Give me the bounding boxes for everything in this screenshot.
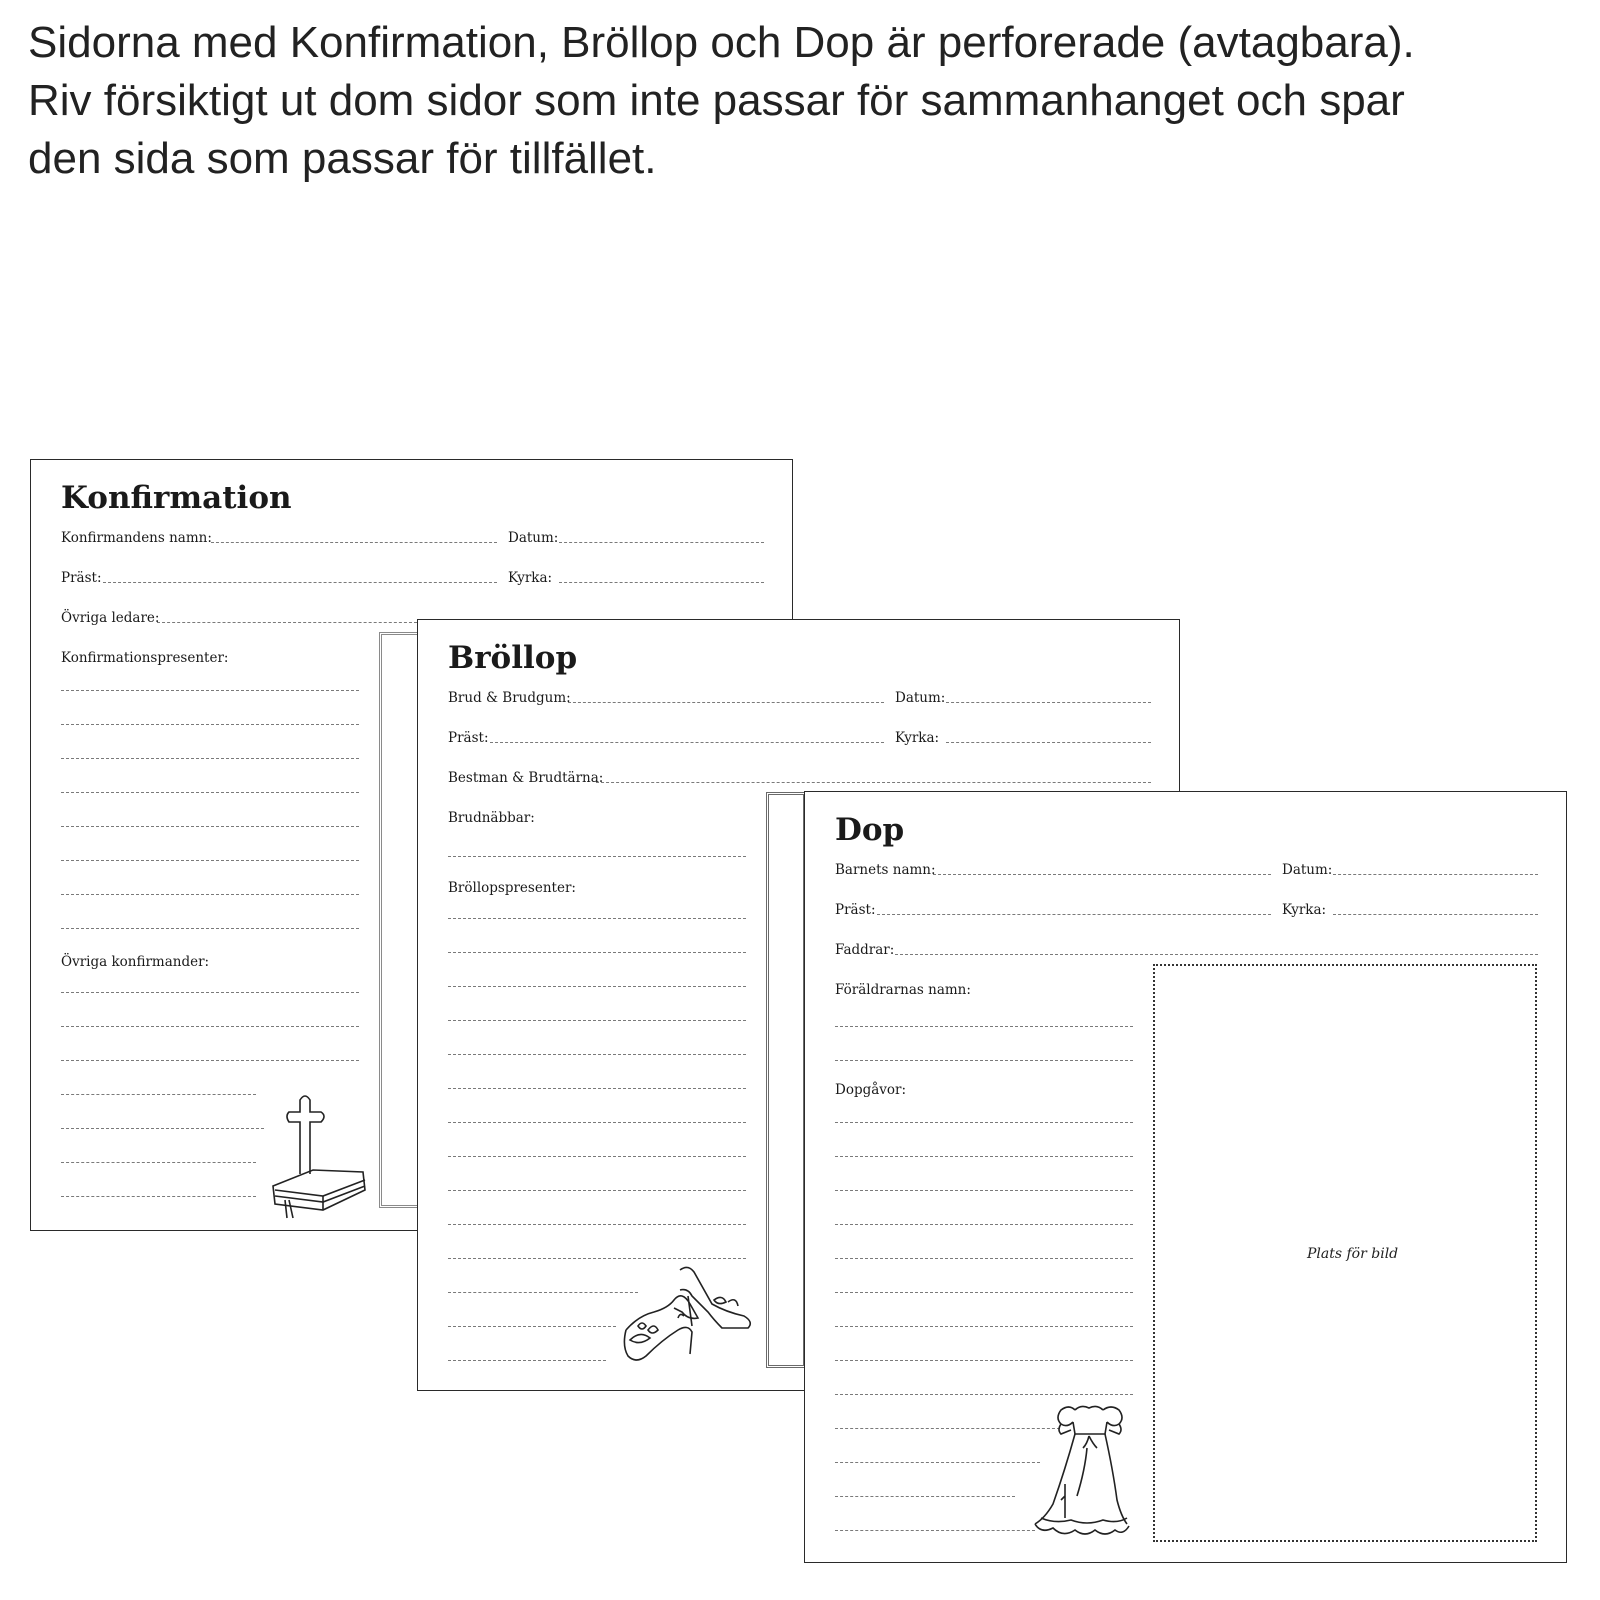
konfirmation-gift-line[interactable] (61, 928, 359, 929)
konfirmation-other-line[interactable] (61, 1128, 264, 1129)
brollop-gift-line[interactable] (448, 1156, 746, 1157)
intro-line-3: den sida som passar för tillfället. (28, 134, 657, 183)
konfirmand-name-line[interactable] (211, 542, 497, 543)
dop-parent-line[interactable] (835, 1026, 1133, 1027)
dop-church-line[interactable] (1333, 914, 1538, 915)
brollop-gift-line[interactable] (448, 986, 746, 987)
brollop-couple-line[interactable] (568, 702, 884, 703)
dop-parent-line[interactable] (835, 1060, 1133, 1061)
konfirmation-date-label: Datum: (508, 530, 559, 546)
konfirmation-gift-line[interactable] (61, 724, 359, 725)
dop-date-label: Datum: (1282, 862, 1333, 878)
brollop-date-line[interactable] (946, 702, 1151, 703)
brollop-date-label: Datum: (895, 690, 946, 706)
konfirmation-gift-line[interactable] (61, 826, 359, 827)
dop-gift-line[interactable] (835, 1530, 1035, 1531)
dop-gift-line[interactable] (835, 1394, 1133, 1395)
konfirmation-church-line[interactable] (559, 582, 764, 583)
dop-gift-line[interactable] (835, 1292, 1133, 1293)
konfirmation-title: Konfirmation (61, 480, 292, 516)
dop-gift-line[interactable] (835, 1462, 1040, 1463)
konfirmation-others-label: Övriga konfirmander: (61, 954, 210, 970)
konfirmation-other-line[interactable] (61, 1026, 359, 1027)
cross-and-bible-icon (263, 1086, 373, 1216)
brollop-priest-label: Präst: (448, 730, 489, 746)
konfirmation-church-label: Kyrka: (508, 570, 553, 586)
konfirmation-gift-line[interactable] (61, 758, 359, 759)
brollop-gift-line[interactable] (448, 1054, 746, 1055)
brollop-couple-label: Brud & Brudgum: (448, 690, 571, 706)
brollop-priest-line[interactable] (490, 742, 884, 743)
brollop-bestman-label: Bestman & Brudtärna: (448, 770, 604, 786)
dop-gift-line[interactable] (835, 1496, 1015, 1497)
dop-gift-line[interactable] (835, 1326, 1133, 1327)
brollop-photo-frame (766, 792, 806, 1368)
dop-date-line[interactable] (1333, 874, 1538, 875)
dop-photo-placeholder: Plats för bild (1307, 1246, 1399, 1262)
konfirmation-gift-line[interactable] (61, 894, 359, 895)
konfirmation-other-line[interactable] (61, 1060, 359, 1061)
konfirmation-other-line[interactable] (61, 1196, 256, 1197)
brollop-church-label: Kyrka: (895, 730, 940, 746)
dop-priest-label: Präst: (835, 902, 876, 918)
konfirmation-priest-line[interactable] (103, 582, 497, 583)
brollop-gift-line[interactable] (448, 1122, 746, 1123)
konfirmand-name-label: Konfirmandens namn: (61, 530, 212, 546)
intro-text (28, 14, 1508, 188)
dop-gift-line[interactable] (835, 1360, 1133, 1361)
konfirmation-gift-line[interactable] (61, 860, 359, 861)
brollop-gift-line[interactable] (448, 1360, 606, 1361)
dop-parents-label: Föräldrarnas namn: (835, 982, 971, 998)
dop-godparents-label: Faddrar: (835, 942, 895, 958)
brollop-gift-line[interactable] (448, 1088, 746, 1089)
konfirmation-other-line[interactable] (61, 992, 359, 993)
brollop-flowergirls-label: Brudnäbbar: (448, 810, 535, 826)
brollop-gift-line[interactable] (448, 1224, 746, 1225)
brollop-gift-line[interactable] (448, 1020, 746, 1021)
konfirmation-date-line[interactable] (559, 542, 764, 543)
dop-title: Dop (835, 812, 905, 848)
dop-gift-line[interactable] (835, 1258, 1133, 1259)
brollop-bestman-line[interactable] (596, 782, 1151, 783)
intro-line-2: Riv försiktigt ut dom sidor som inte passar för sammanhanget och spar (28, 76, 1405, 125)
dop-child-line[interactable] (933, 874, 1271, 875)
christening-gown-icon (1031, 1400, 1141, 1540)
dop-gift-line[interactable] (835, 1224, 1133, 1225)
intro-line-1: Sidorna med Konfirmation, Bröllop och Dop är perforerade (avtagbara). (28, 18, 1415, 67)
konfirmation-gifts-label: Konfirmationspresenter: (61, 650, 229, 666)
dop-gifts-label: Dopgåvor: (835, 1082, 907, 1098)
brollop-gifts-label: Bröllopspresenter: (448, 880, 576, 896)
konfirmation-other-line[interactable] (61, 1094, 256, 1095)
brollop-gift-line[interactable] (448, 952, 746, 953)
konfirmation-other-line[interactable] (61, 1162, 256, 1163)
dop-godparents-line[interactable] (895, 954, 1538, 955)
dop-gift-line[interactable] (835, 1428, 1060, 1429)
dop-gift-line[interactable] (835, 1190, 1133, 1191)
konfirmation-leaders-line[interactable] (157, 622, 417, 623)
brollop-gift-line[interactable] (448, 918, 746, 919)
brollop-gift-line[interactable] (448, 1258, 746, 1259)
dop-child-label: Barnets namn: (835, 862, 936, 878)
wedding-shoes-icon (618, 1260, 758, 1365)
brollop-flowergirls-line[interactable] (448, 856, 746, 857)
dop-church-label: Kyrka: (1282, 902, 1327, 918)
dop-gift-line[interactable] (835, 1156, 1133, 1157)
konfirmation-gift-line[interactable] (61, 792, 359, 793)
dop-priest-line[interactable] (877, 914, 1271, 915)
brollop-gift-line[interactable] (448, 1190, 746, 1191)
dop-gift-line[interactable] (835, 1122, 1133, 1123)
konfirmation-leaders-label: Övriga ledare: (61, 610, 160, 626)
brollop-gift-line[interactable] (448, 1326, 616, 1327)
dop-page (804, 791, 1567, 1563)
konfirmation-gift-line[interactable] (61, 690, 359, 691)
brollop-gift-line[interactable] (448, 1292, 638, 1293)
brollop-church-line[interactable] (946, 742, 1151, 743)
brollop-title: Bröllop (448, 640, 578, 676)
konfirmation-priest-label: Präst: (61, 570, 102, 586)
